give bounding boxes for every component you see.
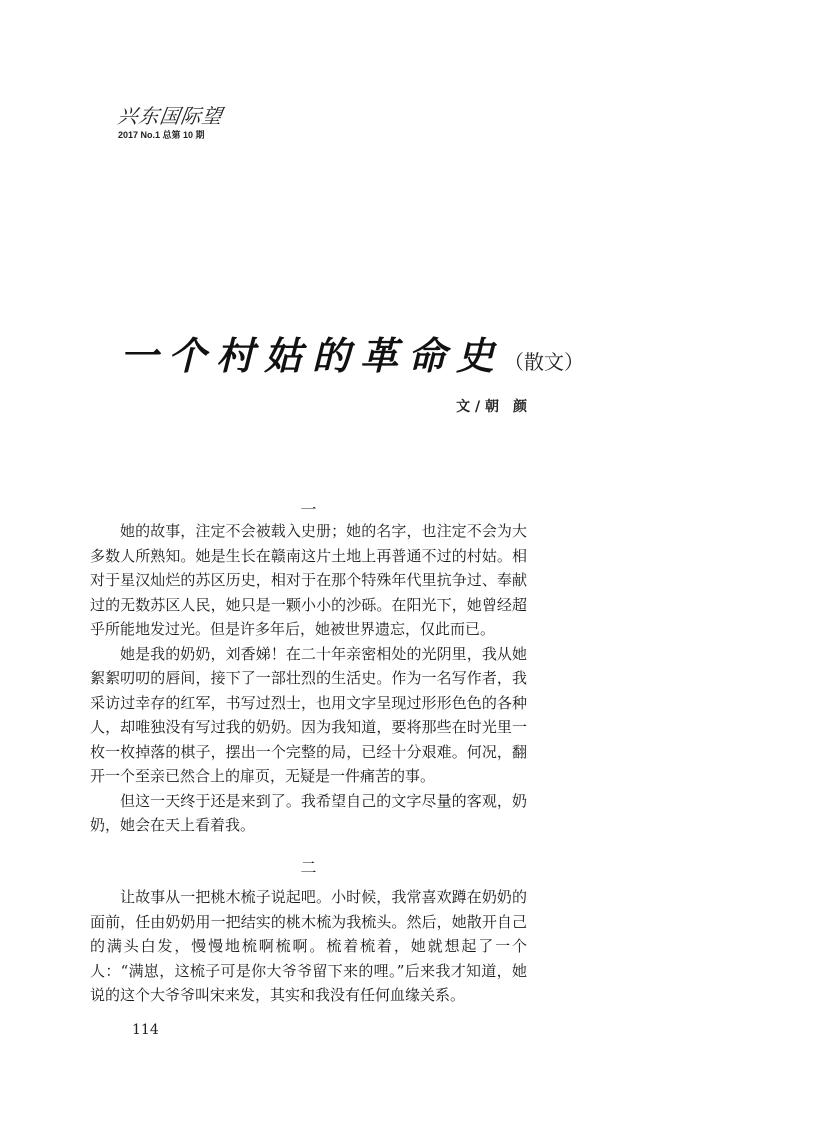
section-heading-2: 二 <box>300 858 317 877</box>
paragraph: 但这一天终于还是来到了。我希望自己的文字尽量的客观，奶奶，她会在天上看着我。 <box>90 791 527 834</box>
page-number: 114 <box>132 1022 159 1038</box>
journal-logo: 兴东国际望 <box>116 104 225 128</box>
article-title-row <box>120 325 585 380</box>
paragraph: 让故事从一把桃木梳子说起吧。小时候，我常喜欢蹲在奶奶的面前，任由奶奶用一把结实的桃木梳为我梳头。然后，她散开自己的满头白发，慢慢地梳啊梳啊。梳着梳着，她就想起了一个人：“满崽，这梳子可是你大爷爷留下来的哩。”后来我才知道，她说的这个大爷爷叫宋来发，其实和我没有任何血缘关系。 <box>90 888 527 1004</box>
section-body-1 <box>90 519 527 838</box>
paragraph: 她的故事，注定不会被载入史册；她的名字，也注定不会为大多数人所熟知。她是生长在赣南这片土地上再普通不过的村姑。相对于星汉灿烂的苏区历史，相对于在那个特殊年代里抗争过、奉献过的无数苏区人民，她只是一颗小小的沙砾。在阳光下，她曾经超乎所能地发过光。但是许多年后，她被世界遗忘，仅此而已。 <box>90 522 527 638</box>
issue-info: 2017 No.1 总第 10 期 <box>118 130 205 140</box>
paragraph: 她是我的奶奶，刘香娣！在二十年亲密相处的光阴里，我从她絮絮叨叨的唇间，接下了一部壮烈的生活史。作为一名写作者，我采访过幸存的红军，书写过烈士，也用文字呈现过形形色色的各种人，却唯独没有写过我的奶奶。因为我知道，要将那些在时光里一枚一枚掉落的棋子，摆出一个完整的局，已经十分艰难。何况，翻开一个至亲已然合上的扉页，无疑是一件痛苦的事。 <box>90 644 527 785</box>
article-title: 一个村姑的革命史 <box>120 333 505 378</box>
article-genre: （散文） <box>504 350 585 374</box>
section-heading-1: 一 <box>300 500 317 519</box>
section-body-2 <box>90 885 527 1008</box>
author-byline: 文 / 朝 颜 <box>456 399 527 415</box>
